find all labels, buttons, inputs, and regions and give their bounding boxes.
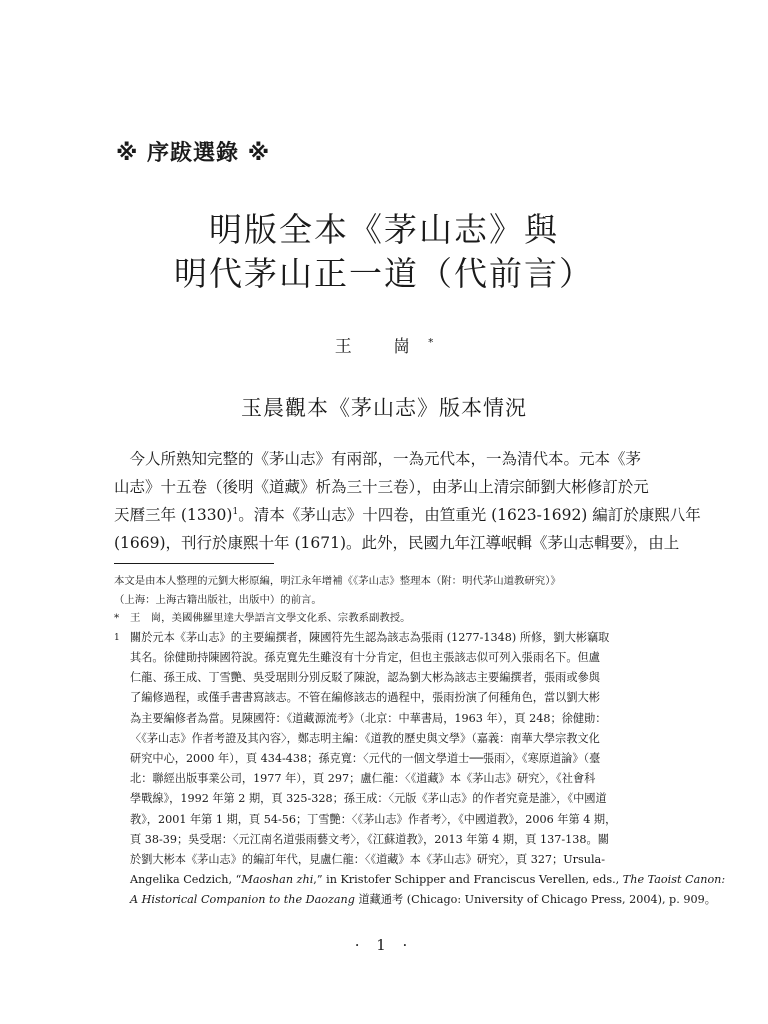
author-footnote-mark: *	[428, 337, 434, 349]
section-label: ※ 序跋選錄 ※	[116, 141, 271, 166]
footnote-line: 研究中心，2000 年），頁 434-438；孫克寬：〈元代的一個文學道士──張雨〉，《寒原道論》（臺	[130, 752, 601, 765]
footnote-italic-title: Maoshan zhi	[241, 873, 314, 887]
body-paragraph	[114, 445, 701, 557]
author-byline	[0, 332, 768, 357]
footnote-line	[130, 890, 725, 910]
page-number: · 1 ·	[354, 936, 414, 954]
body-line: 今人所熟知完整的《茅山志》有兩部，一為元代本，一為清代本。元本《茅	[114, 450, 642, 468]
footnote-line: 北：聯經出版事業公司，1977 年），頁 297；盧仁龍：〈《道藏》本《茅山志》研究〉，《社會科	[130, 772, 596, 786]
footnote-line: 〈《茅山志》作者考證及其內容〉，鄭志明主編：《道教的歷史與文學》（嘉義：南華大學宗教文化	[130, 731, 600, 745]
footnote-line: 教》，2001 年第 1 期，頁 54-56；丁雪艷：〈《茅山志》作者考〉，《中國道教》，2006 年第 4 期，	[130, 812, 617, 826]
body-line: 山志》十五卷（後明《道藏》析為三十三卷），由茅山上清宗師劉大彬修訂於元	[114, 478, 649, 496]
footnote-ref-1[interactable]: 1	[232, 506, 239, 517]
footnote-text: 道藏通考 (Chicago: University of Chicago Press, 2004), p. 909。	[354, 893, 716, 907]
footnote-line: 本文是由本人整理的元劉大彬原編，明江永年增補《《茅山志》整理本（附：明代茅山道教研究）》	[114, 575, 561, 587]
footnote-author	[114, 609, 659, 628]
footnote-intro	[114, 572, 659, 609]
body-line	[114, 501, 701, 529]
footnote-italic-title: A Historical Companion to the Daozang	[130, 893, 355, 907]
article-title-line-1: 明版全本《茅山志》與	[209, 210, 559, 249]
section-subheading: 玉晨觀本《茅山志》版本情況	[241, 396, 527, 420]
footnote-line: （上海：上海古籍出版社，出版中）的前言。	[114, 593, 322, 606]
body-line: (1669)，刊行於康熙十年 (1671)。此外，民國九年江導岷輯《茅山志輯要》，由上	[114, 534, 680, 552]
footnote-1-mark: 1	[114, 632, 120, 643]
footnote-line: 頁 38-39；吳受琚：〈元江南名道張雨藝文考〉，《江蘇道教》，2013 年第 4 期，頁 137-138。關	[130, 832, 609, 846]
footnote-line: 仁龍、孫王成、丁雪艷、吳受琚則分別反駁了陳說，認為劉大彬為該志主要編撰者，張雨或參與	[130, 671, 600, 685]
footnote-divider	[114, 563, 274, 564]
author-name: 王 崗	[334, 337, 429, 357]
footnote-text: ,” in Kristofer Schipper and Franciscus Verellen, eds.,	[313, 873, 623, 887]
footnote-line: 了編修過程，或僅手書書寫該志。不管在編修該志的過程中，張雨扮演了何種角色，當以劉大彬	[130, 691, 600, 705]
footnote-text: Angelika Cedzich, “	[130, 873, 242, 887]
article-title-line-2: 明代茅山正一道（代前言）	[174, 254, 594, 293]
footnote-line	[130, 870, 725, 890]
footnote-author-mark: *	[114, 612, 120, 625]
body-line-part: 。清本《茅山志》十四卷，由笪重光 (1623-1692) 編訂於康熙八年	[238, 506, 701, 524]
footnote-line: 學戰線》，1992 年第 2 期，頁 325-328；孫王成：〈元版《茅山志》的作者究竟是誰〉，《中國道	[130, 792, 607, 806]
footnote-line: 王 崗，美國佛羅里達大學語言文學文化系、宗教系副教授。	[130, 612, 411, 625]
footnote-line: 關於元本《茅山志》的主要編撰者，陳國符先生認為該志為張雨 (1277-1348) 所修，劉大彬竊取	[130, 630, 610, 644]
footnote-line: 於劉大彬本《茅山志》的編訂年代，見盧仁龍：〈《道藏》本《茅山志》研究〉，頁 327；Ursula-	[130, 853, 605, 867]
body-line-part: 天曆三年 (1330)	[114, 506, 233, 524]
footnote-1	[114, 628, 726, 911]
footnote-line: 為主要編修者為當。見陳國符：《道藏源流考》（北京：中華書局，1963 年），頁 248；徐健勛：	[130, 711, 607, 725]
footnote-line: 其名。徐健勛持陳國符說。孫克寬先生雖沒有十分肯定，但也主張該志似可列入張雨名下。但盧	[130, 650, 600, 664]
footnote-italic-title: The Taoist Canon:	[622, 873, 726, 887]
footnotes	[114, 572, 726, 911]
